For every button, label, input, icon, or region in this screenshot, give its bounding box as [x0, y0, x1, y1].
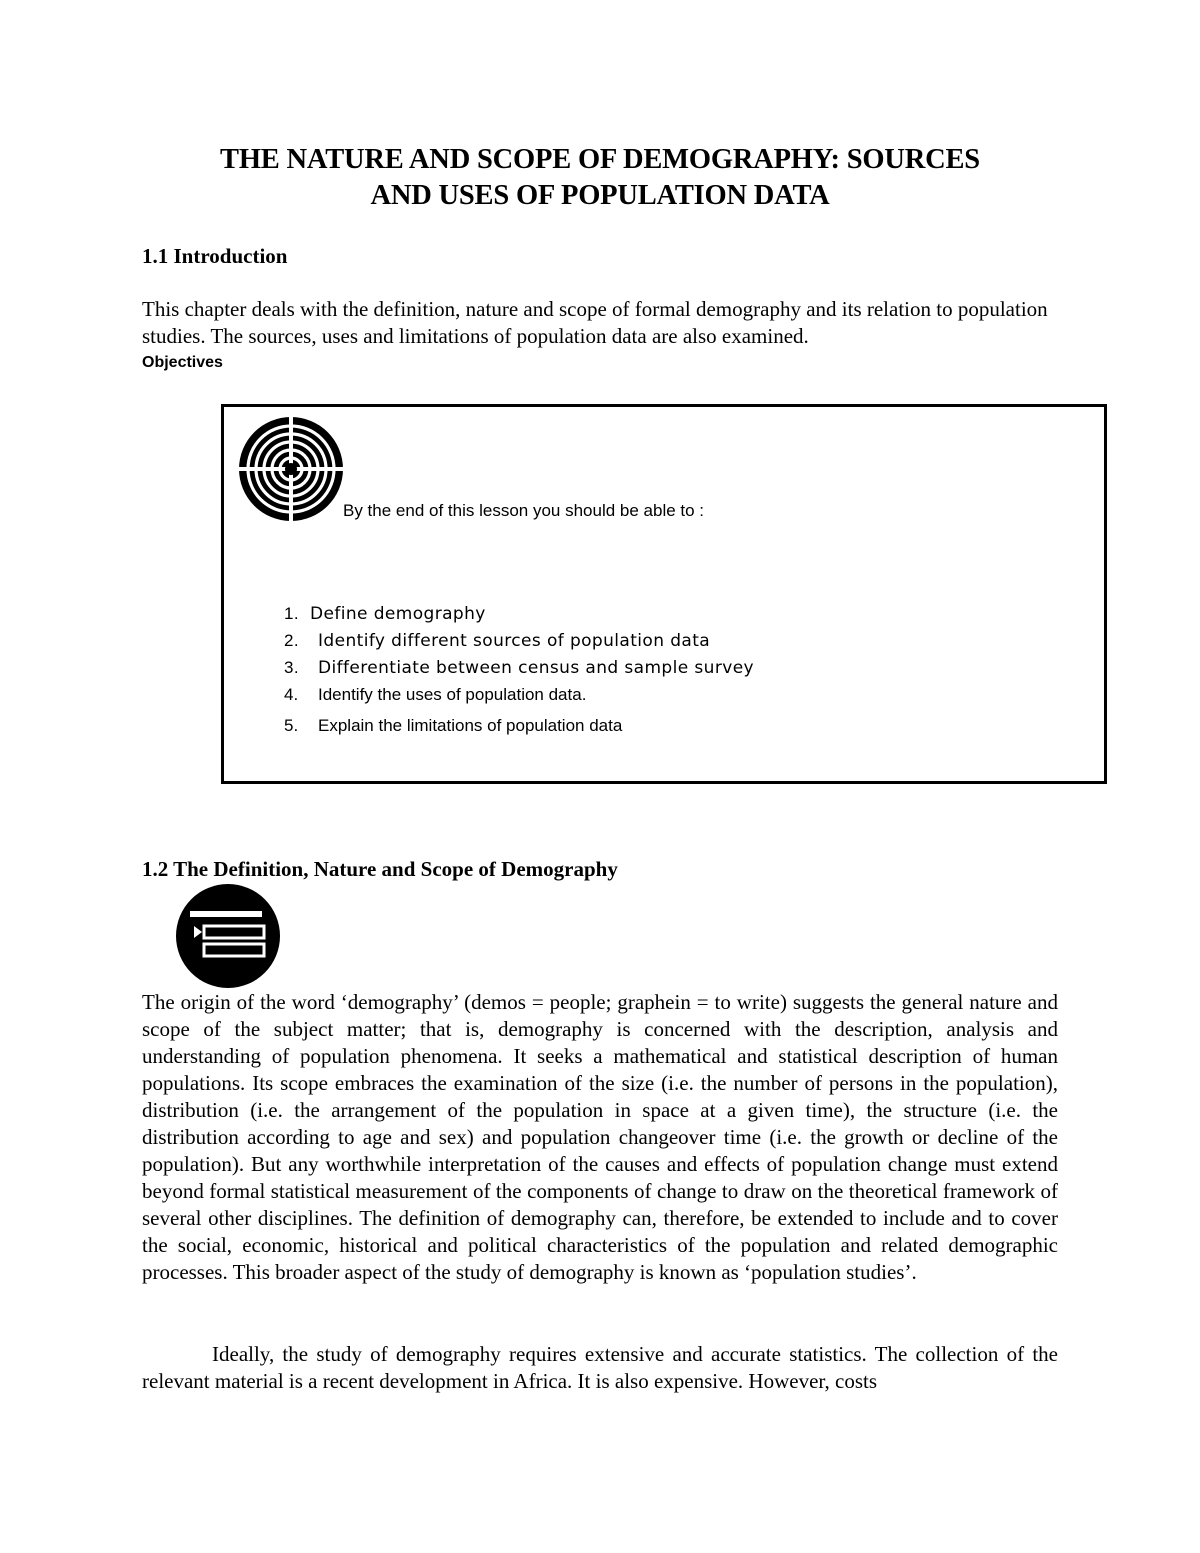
objective-number: 5. [284, 716, 299, 735]
page-title [100, 142, 1100, 214]
notes-icon [176, 884, 280, 988]
title-line-2: AND USES OF POPULATION DATA [370, 180, 830, 211]
objective-number: 2. [284, 631, 299, 650]
objective-item-3 [284, 654, 754, 681]
introduction-paragraph: This chapter deals with the definition, nature and scope of formal demography and its relation to population studies. The sources, uses and limitations of population data are also examined. [142, 297, 1048, 348]
objective-text: Define demography [310, 604, 486, 624]
objective-number: 4. [284, 685, 299, 704]
section-heading-introduction: 1.1 Introduction [142, 244, 288, 268]
objective-number: 3. [284, 658, 299, 677]
objective-number: 1. [284, 604, 299, 623]
objective-item-2 [284, 627, 754, 654]
objective-item-5 [284, 712, 754, 739]
objectives-intro: By the end of this lesson you should be able to : [343, 501, 705, 520]
definition-paragraph-2-text: Ideally, the study of demography requires extensive and accurate statistics. The collection of the relevant material is a recent development in Africa. It is also expensive. However, costs [142, 1342, 1058, 1393]
objectives-list [284, 600, 754, 739]
target-icon [239, 417, 343, 521]
objectives-box [221, 404, 1107, 784]
objective-text: Differentiate between census and sample survey [318, 658, 755, 678]
section-heading-definition: 1.2 The Definition, Nature and Scope of Demography [142, 857, 618, 881]
objective-text: Identify the uses of population data. [318, 685, 587, 704]
definition-paragraph-1: The origin of the word ‘demography’ (demos = people; graphein = to write) suggests the general nature and scope of the subject matter; that is, demography is concerned with the description, analysis and understanding of population phenomena. It seeks a mathematical and statistical description of human populations. Its scope embraces the examination of the size (i.e. the number of persons in the population), distribution (i.e. the arrangement of the population in space at a given time), the structure (i.e. the distribution according to age and sex) and population changeover time (i.e. the growth or decline of the population). But any worthwhile interpretation of the causes and effects of population change must extend beyond formal statistical measurement of the components of change to draw on the theoretical framework of several other disciplines. The definition of demography can, therefore, be extended to include and to cover the social, economic, historical and political characteristics of the population and related demographic processes. This broader aspect of the study of demography is known as ‘population studies’. [142, 990, 1058, 1284]
objective-item-1 [284, 600, 754, 627]
objective-item-4 [284, 681, 754, 708]
definition-paragraph-2 [142, 1341, 1058, 1395]
objective-text: Identify different sources of population data [318, 631, 711, 651]
title-line-1: THE NATURE AND SCOPE OF DEMOGRAPHY: SOURCES [220, 144, 980, 175]
objectives-label: Objectives [142, 354, 223, 371]
objective-text: Explain the limitations of population data [318, 716, 623, 735]
